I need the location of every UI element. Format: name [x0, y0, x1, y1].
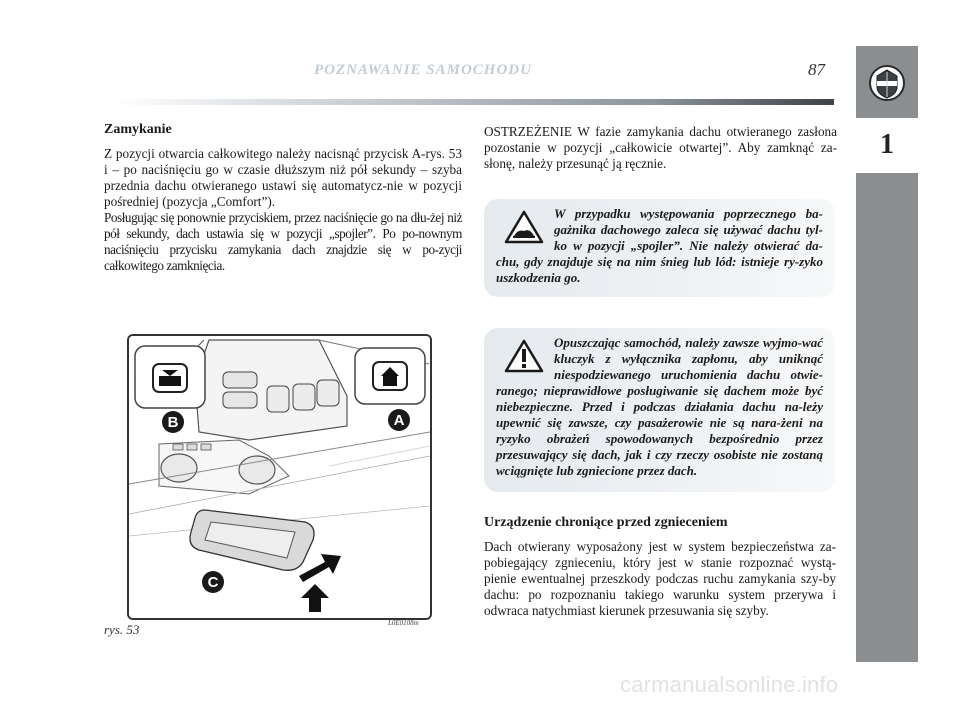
label-b: B: [167, 414, 179, 431]
exclamation-warning-icon: [504, 339, 544, 373]
warning-box-roof-rack: [484, 199, 835, 297]
roof-control-illustration: [129, 336, 430, 618]
closing-heading: Zamykanie: [104, 122, 172, 137]
note-section: [484, 124, 837, 172]
note-paragraph: OSTRZEŻENIE W fazie zamykania dachu otwieranego zasłona pozostanie w pozycji „całkowicie otwartej”. Aby zamknąć za-słonę, należy przesunąć ją ręcznie.: [484, 124, 837, 171]
figure-caption: rys. 53: [104, 622, 140, 637]
chapter-number: 1: [880, 129, 894, 160]
anti-pinch-heading: Urządzenie chroniące przed zgnieceniem: [484, 515, 728, 530]
warning-text-key: Opuszczając samochód, należy zawsze wyjmo-wać kluczyk z wyłącznika zapłonu, aby uniknąć niespodziewanego uruchomienia dachu otwie-ranego; nieprawidłowe posługiwanie się dachem może być niebezpieczne. Przed i podczas działania dachu na-leży upewnić się zawsze, czy pasażerowie nie są nara-żeni na ryzyko obrażeń spowodowanych bezpośrednio przez przesuwający się dach, jak i czy rzeczy osobiste nie zostaną wciągnięte lub zgniecione przez dach.: [496, 335, 823, 478]
lancia-logo-icon: [868, 64, 906, 102]
figure-code: L0E0108m: [388, 619, 419, 627]
figure-53: [127, 334, 432, 620]
anti-pinch-paragraph: Dach otwierany wyposażony jest w system bezpieczeństwa za-pobiegający zgnieceniu, który jest w stanie rozpoznać wystą-pienie ewentualnej przeszkody podczas ruchu zamykania szy-by dachu: po rozpoznaniu takiego warunku system przerywa i odwraca natychmiast kierunek przesuwania się szyby.: [484, 539, 836, 618]
anti-pinch-section: [484, 515, 836, 619]
closing-section: [104, 122, 462, 274]
closing-paragraph-2: Posługując się ponownie przyciskiem, przez naciśnięcie go na dłu-żej niż pół sekundy, dach ustawia się w pozycji „spojler”. Po po-nownym naciśnięciu przycisku zamykania dach znajdzie się w po-zycji całkowitego zamknięcia.: [104, 210, 462, 273]
watermark: carmanualsonline.info: [620, 672, 839, 697]
page-number: 87: [808, 60, 825, 79]
warning-text-roof-rack: W przypadku występowania poprzecznego ba-gażnika dachowego zaleca się używać dachu tyl-ko w pozycji „spojler”. Nie należy otwierać da-chu, gdy znajduje się na nim śnieg lub lód: istnieje ry-zyko uszkodzenia go.: [496, 206, 823, 285]
running-header-title: POZNAWANIE SAMOCHODU: [314, 62, 532, 78]
label-c: C: [207, 574, 219, 591]
warning-box-key: [484, 328, 835, 492]
snow-warning-icon: [504, 210, 544, 244]
label-a: A: [393, 412, 405, 429]
closing-paragraph-1: Z pozycji otwarcia całkowitego należy nacisnąć przycisk A-rys. 53 i – po naciśnięciu go w czasie dłuższym niż pół sekundy – szyba przednia dachu otwieranego ustawi się automatycz-nie w pozycji pośredniej (pozycja „Comfort”).: [104, 146, 462, 209]
header-rule: [112, 99, 834, 105]
